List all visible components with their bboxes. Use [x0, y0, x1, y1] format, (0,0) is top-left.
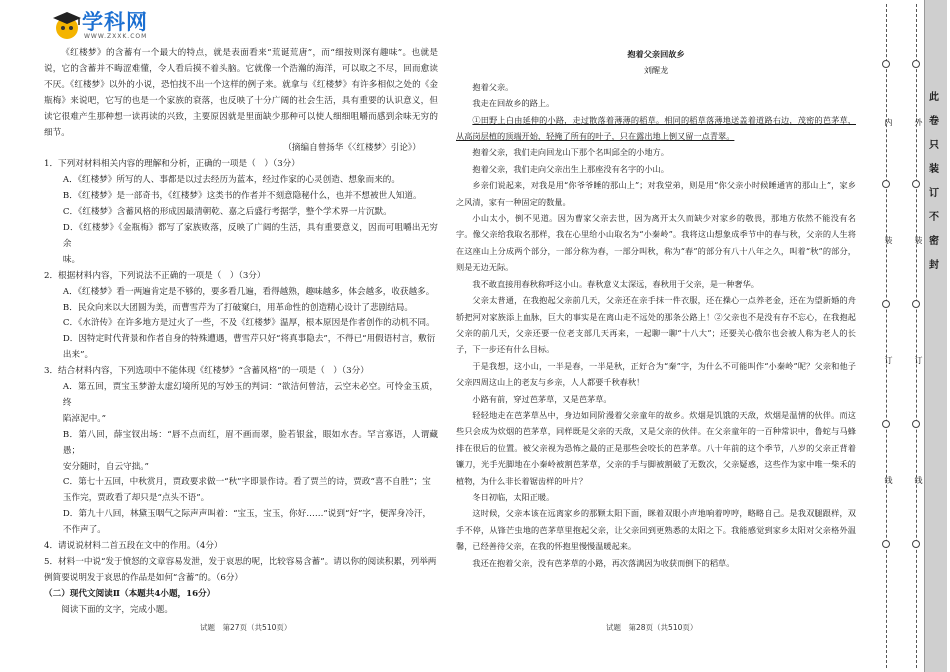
inner-label: 线 — [884, 476, 893, 484]
right-column — [456, 46, 856, 571]
q3-option-c-tail: 玉作完，贾政看了却只是“点头不语”。 — [62, 493, 210, 504]
footer-page-left: 试题 第27页（共510页） — [200, 623, 292, 632]
article-para: 我走在回故乡的路上。 — [472, 98, 555, 109]
q3-option-b: B．第八回，薛宝钗出场：“唇不点而红，眉不画而翠，脸若银盆，眼如水杏。罕言寡语，人谓藏愚； — [62, 429, 438, 456]
seal-char: 不 — [929, 212, 939, 223]
article-para: 小路有前，穿过芭茅草，又是芭茅草。 — [472, 393, 612, 404]
q1-option-c: C．《红楼梦》含蓄风格的形成因最清朝乾、嘉之后盛行考据学，整个学术界一片沉默。 — [62, 207, 392, 218]
logo-text: 学科网 — [82, 10, 148, 34]
question-5: 5．材料一中说“发于愤怒的文章容易发泄，发于哀思的呢，比较容易含蓄”。请以你的阅读积累，列举两 — [44, 557, 437, 567]
seal-char: 封 — [929, 260, 939, 271]
article-para: 抱着父亲，我们走向父亲出生上那座没有名字的小山。 — [472, 163, 669, 174]
seal-char: 订 — [929, 188, 939, 199]
seal-char: 此 — [929, 92, 939, 103]
article-para: 我不敢直接用春秋称呼这小山。春秋意义太深远，春秋用于父亲，是一种奢华。 — [472, 278, 759, 289]
article-para: 抱着父亲。 — [472, 81, 514, 92]
q1-option-d-tail: 味。 — [62, 254, 81, 265]
binding-sidebar — [872, 0, 950, 672]
q3-option-d: D．第九十八回，林黛玉咽气之际声声叫着：“宝玉，宝玉，你好……”说到“好”字，便浑身冷汗， — [62, 509, 432, 520]
article-para: 于是我想，这小山，一半是春，一半是秋，正好合为“秦”字，为什么不可能叫作“小秦岭”呢？父亲和他子父亲四周这山上的老友与乡亲，人人都要千秋春秋！ — [456, 360, 856, 388]
outer-label: 外 — [914, 118, 923, 126]
q1-option-d: D．《红楼梦》《金瓶梅》都写了家族败落，反映了广阔的生活，具有重要意义，因而可咀嚼出无穷余 — [62, 222, 438, 249]
question-5-tail: 例简要说明发于哀思的作品是如何“含蓄”的。（6分） — [44, 572, 244, 583]
inner-label: 订 — [884, 356, 893, 364]
article-para: 这时候，父亲本该在远离家乡的那颗太阳下面，眯着双眼小声地响着哼哼，略略自己。是我双腿跟样，双手不停，从锋芒虫地的芭茅草里抱起父亲，让父亲回到更熟悉的太阳之下。我能感觉到家乡太阳对父亲格外温馨，已经善待父亲，在我的怀抱里慢慢温暖起来。 — [456, 508, 856, 552]
hole-circle — [882, 300, 890, 308]
q3-option-a: A．第五回，贾宝玉梦游太虚幻境所见的写妙玉的判词：“欲洁何曾洁，云空未必空。可怜金玉质，终 — [62, 382, 438, 408]
q1-option-a: A．《红楼梦》所写的人、事都是以过去经历为蓝本，经过作家的心灵创造、想象而来的。 — [62, 175, 400, 186]
hole-circle — [882, 420, 890, 428]
q1-option-b: B．《红楼梦》是一部奇书，《红楼梦》这类书的作者并不刻意隐秘什么，也并不想被世人知道。 — [62, 191, 422, 202]
hole-circle — [912, 300, 920, 308]
hole-circle — [912, 420, 920, 428]
section-2-instruction: 阅读下面的文字，完成小题。 — [61, 604, 173, 615]
passage-source: （摘编自曾扬华《〈红楼梦〉引论》） — [283, 143, 421, 154]
left-column — [44, 46, 438, 619]
hole-circle — [912, 60, 920, 68]
section-2-heading: （二）现代文阅读Ⅱ（本题共4小题，16分） — [44, 588, 216, 599]
article-author: 刘醒龙 — [643, 65, 669, 76]
logo-url: WWW.ZXXK.COM — [84, 33, 148, 40]
inner-label: 装 — [884, 236, 893, 244]
article-para: 冬日初临，太阳正暖。 — [472, 491, 555, 502]
q2-option-d: D．因特定时代背景和作者自身的特殊遭遇，曹雪芹只好“将真事隐去”，不得已“用假语村言，敷衍 — [62, 334, 436, 345]
hole-circle — [882, 540, 890, 548]
outer-label: 装 — [914, 236, 923, 244]
seal-char: 只 — [929, 140, 939, 151]
footer-page-right: 试题 第28页（共510页） — [606, 623, 698, 632]
seal-char: 密 — [929, 236, 939, 247]
graduation-cap-icon — [50, 8, 84, 42]
hole-circle — [882, 180, 890, 188]
question-3: 3．结合材料内容，下列选项中不能体现《红楼梦》“含蓄风格”的一项是（ ）（3分） — [44, 366, 369, 377]
question-4: 4．请说说材料二首五段在文中的作用。（4分） — [44, 541, 223, 552]
article-para: 轻轻地走在芭茅草丛中，身边如同阶漫着父亲童年的故乡。炊烟是饥饿的天敌，炊烟是温情的伙伴。而这些只会成为炊烟的芭茅草，同样既是父亲的天敌，又是父亲的伙伴。在父亲童年的一百种常识中，鲁蛇与马蜂排在很后的位置。被父亲视为恐怖之最的正是那些会咬长的芭茅草。八十年前的这个季节，八岁的父亲正背着镰刀，光手光脚地在小秦岭被割芭茅草，父亲的手与脚被割破了无数次，父亲疑惑，这些作为家中唯一柴禾的植物，为什么非长着锯齿样的叶片？ — [456, 409, 856, 486]
article-para: 父亲太普通，在我抱起父亲前几天，父亲还在亲手抹一件衣服，还在操心一点养老金，还在为望新婚的舟轿把河对家族添上血脉，巨大的事实是在离山走不远处的那条公路上！②父亲也不是没有存不忘心，在我抱起父亲的前几天，父亲还要一位老支部几天再来，一起聊一聊“十八大”；还要关心俄尔也会被人称为老人的长子，下一步还有什么目标。 — [456, 295, 856, 355]
hole-circle — [912, 180, 920, 188]
q3-option-c: C．第七十五回，中秋赏月，贾政要求做一“秋”字即景作诗。看了贾兰的诗，贾政“喜不自胜”；宝 — [62, 477, 431, 488]
outer-label: 订 — [914, 356, 923, 364]
hole-circle — [912, 540, 920, 548]
q2-option-c: C．《水浒传》在许多地方是过火了一些，不及《红楼梦》温厚，根本原因是作者创作的动机不同。 — [62, 318, 435, 329]
hole-circle — [882, 60, 890, 68]
seal-char: 卷 — [929, 116, 939, 127]
q2-option-b: B．民众向来以大团圆为美，而曹雪芹为了打破窠臼，用革命性的创造精心设计了悲剧结局。 — [62, 302, 413, 313]
inner-label: 内 — [884, 118, 893, 126]
article-para: 乡亲们说起来，对我是用“你爷爷睡的那山上”；对我堂弟，则是用“你父亲小时候睡通宵的那山上”，家乡之风清，家有一种固定的数量。 — [456, 180, 856, 207]
outer-label: 线 — [914, 476, 923, 484]
q3-option-d-tail: 不作声了。 — [62, 525, 106, 536]
q3-option-a-tail: 陷淖泥中。” — [62, 413, 106, 424]
q2-option-a: A．《红楼梦》看一两遍肯定是不够的，要多看几遍，看得越熟，趣味越多，体会越多，收获越多。 — [62, 286, 435, 297]
underlined-sentence: ①田野上白由延伸的小路，走过散落着薄薄的稻草。相同的稻草落薄地送盖着道路右边，茂密的芭茅草，从高岗层植的顶端开始，轻掩了所有的叶子，只在露出地上倒又留一点青翠。 — [456, 114, 856, 142]
article-para-underlined — [456, 112, 856, 145]
seal-char: 装 — [929, 164, 939, 175]
article-title: 抱着父亲回故乡 — [627, 49, 685, 59]
q3-option-b-tail: 安分随时，自云守拙。” — [62, 461, 149, 472]
question-1: 1．下列对材料相关内容的理解和分析，正确的一项是（ ）（3分） — [44, 159, 300, 170]
inner-cut-line — [886, 4, 887, 668]
article-para: 我还在抱着父亲，没有芭茅草的小路，再次落满因为收获而倒下的稻草。 — [472, 557, 735, 568]
outer-cut-line — [916, 4, 917, 668]
article-para: 抱着父亲，我们走向回龙山下那个名叫邱全的小地方。 — [472, 147, 669, 158]
passage-text: 《红楼梦》的含蓄有一个最大的特点，就是表面看来“荒诞荒唐”，而“细按则深有趣味”。也就是说，它的含蓄并不晦涩难懂，令人看后摸不着头脑。它就像一个浩瀚的海洋，可以取之不尽，回而愈读不厌。《红楼梦》以外的小说，恐怕找不出一个这样的例子来。就拿与《红楼梦》有许多相似之处的《金瓶梅》来说吧，它写的也是一个家族的衰落，也反映了十分广阔的社会生活，具有重要的认识意义，但读它很难产生那种想一读再读的兴致，主要原因就是里面缺少那种可以使人细细咀嚼而感到余味无穷的细节。 — [44, 48, 438, 138]
question-2: 2．根据材料内容，下列说法不正确的一项是（ ）（3分） — [44, 270, 266, 281]
article-para: 小山太小，倒不见道。因为曹家父亲去世，因为离开太久而缺少对家乡的敬畏，那地方依然不能没有名字。像父亲给我取名那样，我在心里给小山取名为“小秦岭”。我将这山想象成季节中的春与秋，父亲的人生将在这座山上分成两个部分，一部分称为春，一部分叫秋，称为“春”的部分有八十八年之久，叫着“秋”的部分，则是无边无际。 — [456, 213, 856, 273]
q2-option-d-tail: 出来”。 — [62, 350, 94, 361]
